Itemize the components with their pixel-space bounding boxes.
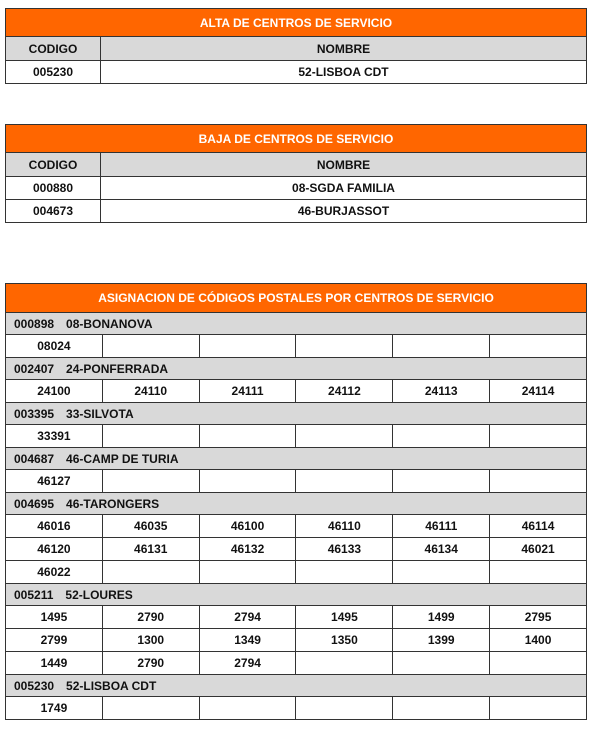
postal-code-cell: 24100 [6, 380, 103, 402]
alta-column-headers [6, 37, 586, 61]
postal-code-cell: 46016 [6, 515, 103, 537]
col-codigo: CODIGO [6, 37, 101, 60]
center-code: 003395 [14, 406, 55, 421]
center-group-header [6, 313, 586, 335]
postal-code-cell [296, 335, 393, 357]
center-name: 46-TARONGERS [66, 496, 160, 511]
row-code: 000880 [6, 177, 101, 199]
center-name: 52-LISBOA CDT [66, 678, 157, 693]
postal-code-cell [296, 561, 393, 583]
postal-code-cell [393, 652, 490, 674]
postal-code-cell: 46100 [200, 515, 297, 537]
postal-code-row [6, 380, 586, 403]
postal-code-cell: 1449 [6, 652, 103, 674]
postal-code-cell [490, 425, 586, 447]
postal-code-cell: 1300 [103, 629, 200, 651]
postal-code-cell [103, 335, 200, 357]
postal-code-cell: 46133 [296, 538, 393, 560]
postal-code-cell: 1749 [6, 697, 103, 719]
center-name: 52-LOURES [65, 587, 133, 602]
postal-code-cell [103, 470, 200, 492]
postal-code-cell: 1499 [393, 606, 490, 628]
postal-code-row [6, 425, 586, 448]
postal-code-cell [200, 561, 297, 583]
postal-code-cell [296, 652, 393, 674]
postal-code-cell: 1350 [296, 629, 393, 651]
postal-code-cell: 1399 [393, 629, 490, 651]
baja-column-headers [6, 153, 586, 177]
postal-code-cell: 1495 [296, 606, 393, 628]
center-group-header [6, 584, 586, 606]
postal-code-row [6, 652, 586, 675]
postal-code-cell [200, 425, 297, 447]
baja-title: BAJA DE CENTROS DE SERVICIO [6, 125, 586, 153]
row-code: 005230 [6, 61, 101, 83]
postal-code-cell: 46022 [6, 561, 103, 583]
asignacion-table [5, 283, 587, 720]
center-name: 33-SILVOTA [66, 406, 134, 421]
center-code: 005211 [14, 587, 54, 602]
col-nombre: NOMBRE [316, 41, 371, 56]
postal-code-cell [103, 561, 200, 583]
postal-code-cell [490, 561, 586, 583]
row-name: 52-LISBOA CDT [298, 65, 389, 79]
postal-code-cell: 2790 [103, 606, 200, 628]
center-code: 005230 [14, 678, 55, 693]
row-name: 08-SGDA FAMILIA [292, 181, 395, 195]
postal-code-cell [200, 470, 297, 492]
postal-code-cell: 46114 [521, 519, 555, 533]
postal-code-row [6, 697, 586, 719]
postal-code-cell: 08024 [6, 335, 103, 357]
row-code: 004673 [6, 200, 101, 222]
postal-code-cell [393, 470, 490, 492]
postal-code-cell [200, 697, 297, 719]
postal-code-cell: 2794 [200, 606, 297, 628]
postal-code-row [6, 515, 586, 538]
asignacion-title: ASIGNACION DE CÓDIGOS POSTALES POR CENTROS DE SERVICIO [6, 284, 586, 313]
postal-code-cell [296, 470, 393, 492]
postal-code-cell [103, 425, 200, 447]
center-group-header [6, 493, 586, 515]
center-group-header [6, 358, 586, 380]
center-name: 08-BONANOVA [66, 316, 153, 331]
postal-code-cell [200, 335, 297, 357]
center-group-header [6, 448, 586, 470]
col-nombre: NOMBRE [316, 157, 371, 172]
postal-code-cell: 46110 [296, 515, 393, 537]
postal-code-row [6, 470, 586, 493]
postal-code-cell [393, 561, 490, 583]
postal-code-cell: 1495 [6, 606, 103, 628]
center-name: 46-CAMP DE TURIA [66, 451, 179, 466]
postal-code-cell: 46120 [6, 538, 103, 560]
postal-code-cell [296, 425, 393, 447]
baja-table [5, 124, 587, 223]
table-row [6, 177, 586, 200]
postal-code-cell: 46021 [521, 542, 555, 556]
col-codigo: CODIGO [6, 153, 101, 176]
postal-code-cell: 2794 [200, 652, 297, 674]
postal-code-cell: 46131 [103, 538, 200, 560]
alta-table [5, 8, 587, 84]
postal-code-cell: 1349 [200, 629, 297, 651]
postal-code-cell: 2799 [6, 629, 103, 651]
postal-code-cell: 24110 [103, 380, 200, 402]
postal-code-cell [103, 697, 200, 719]
center-code: 004695 [14, 496, 55, 511]
postal-code-cell: 46111 [393, 515, 490, 537]
postal-code-cell [490, 697, 586, 719]
center-code: 004687 [14, 451, 55, 466]
center-name: 24-PONFERRADA [66, 361, 169, 376]
postal-code-cell [296, 697, 393, 719]
postal-code-cell [490, 652, 586, 674]
postal-code-cell: 24113 [393, 380, 490, 402]
postal-code-cell [393, 697, 490, 719]
table-row [6, 61, 586, 83]
postal-code-cell [490, 470, 586, 492]
center-code: 002407 [14, 361, 55, 376]
postal-code-cell: 24112 [296, 380, 393, 402]
postal-code-cell: 2795 [524, 610, 552, 624]
postal-code-cell: 2790 [103, 652, 200, 674]
postal-code-cell: 24111 [200, 380, 297, 402]
postal-code-row [6, 561, 586, 584]
postal-code-cell: 33391 [6, 425, 103, 447]
postal-code-cell: 46035 [103, 515, 200, 537]
postal-code-row [6, 629, 586, 652]
center-group-header [6, 675, 586, 697]
postal-code-row [6, 335, 586, 358]
postal-code-cell [393, 425, 490, 447]
postal-code-cell: 46132 [200, 538, 297, 560]
postal-code-cell [393, 335, 490, 357]
asignacion-body [6, 313, 586, 719]
center-code: 000898 [14, 316, 55, 331]
alta-title: ALTA DE CENTROS DE SERVICIO [6, 9, 586, 37]
postal-code-cell: 1400 [524, 633, 552, 647]
postal-code-row [6, 606, 586, 629]
postal-code-row [6, 538, 586, 561]
postal-code-cell: 46127 [6, 470, 103, 492]
postal-code-cell: 46134 [393, 538, 490, 560]
postal-code-cell: 24114 [521, 384, 555, 398]
row-name: 46-BURJASSOT [297, 204, 390, 218]
center-group-header [6, 403, 586, 425]
postal-code-cell [490, 335, 586, 357]
table-row [6, 200, 586, 222]
